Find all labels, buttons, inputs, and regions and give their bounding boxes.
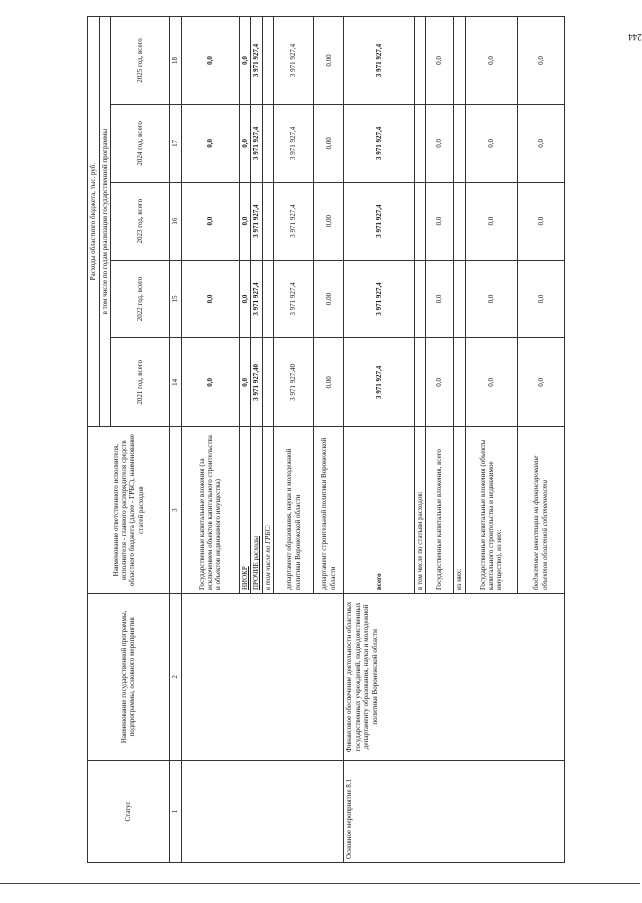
- cell-value: 0,0: [239, 338, 250, 427]
- cell-value: [414, 182, 425, 260]
- cell-value: [414, 260, 425, 338]
- page-bottom-rule: [0, 883, 640, 884]
- page-number: 244: [628, 31, 642, 42]
- header-name: Наименование государственной программы, подпрограммы, основного мероприятия: [88, 594, 170, 761]
- status-cell-empty: [181, 760, 344, 862]
- col-number: 1: [169, 760, 181, 862]
- cell-value: 0,0: [426, 338, 454, 427]
- cell-value: 3 971 927,4: [344, 260, 414, 338]
- cell-value: [414, 17, 425, 105]
- cell-value: 0,0: [239, 260, 250, 338]
- cell-value: [454, 260, 465, 338]
- header-expenses: Расходы областного бюджета, тыс. руб.: [88, 17, 100, 427]
- cell-value: 3 971 927,4: [274, 182, 314, 260]
- row-label: Государственные капитальные вложения (объекты капитального строительства и недвижимое имущество), из них:: [465, 427, 517, 594]
- cell-value: [262, 260, 273, 338]
- col-number: 3: [169, 427, 181, 594]
- cell-value: 3 971 927,4: [251, 182, 262, 260]
- header-status: Статус: [88, 760, 170, 862]
- col-number: 16: [169, 182, 181, 260]
- row-label: департамент образования, науки и молодежной политики Воронежской области: [274, 427, 314, 594]
- cell-value: 3 971 927,4: [344, 17, 414, 105]
- cell-value: 0,0: [517, 338, 564, 427]
- col-number: 17: [169, 104, 181, 182]
- cell-value: [454, 17, 465, 105]
- budget-table: [87, 16, 565, 863]
- col-number: 18: [169, 17, 181, 105]
- rotated-page: [87, 16, 565, 863]
- header-year-2024: 2024 год, всего: [111, 104, 169, 182]
- cell-value: 3 971 927,4: [251, 260, 262, 338]
- cell-value: [454, 182, 465, 260]
- cell-value: 0,0: [517, 17, 564, 105]
- cell-value: 0,0: [426, 17, 454, 105]
- cell-value: 0,0: [239, 104, 250, 182]
- cell-value: 3 971 927,4: [344, 338, 414, 427]
- cell-value: 3 971 927,40: [251, 338, 262, 427]
- cell-value: 0,0: [181, 17, 239, 105]
- cell-value: 0,0: [181, 182, 239, 260]
- cell-value: [262, 338, 273, 427]
- cell-value: 0,0: [426, 182, 454, 260]
- column-number-row: [169, 17, 181, 863]
- cell-value: 3 971 927,4: [251, 104, 262, 182]
- cell-value: 3 971 927,4: [344, 104, 414, 182]
- row-label: всего: [344, 427, 414, 594]
- cell-value: 0,0: [181, 104, 239, 182]
- cell-value: 0,0: [426, 104, 454, 182]
- cell-value: 0,0: [239, 17, 250, 105]
- row-label: Государственные капитальные вложения (за исключением объектов капитального строительства и объектов недвижимого имущества): [181, 427, 239, 594]
- cell-value: 0,00: [314, 182, 344, 260]
- event-status: Основное мероприятие 8.1: [344, 760, 565, 862]
- col-number: 2: [169, 594, 181, 761]
- cell-value: 3 971 927,4: [274, 260, 314, 338]
- cell-value: [454, 338, 465, 427]
- cell-value: [262, 104, 273, 182]
- cell-value: [262, 17, 273, 105]
- cell-value: 0,0: [465, 104, 517, 182]
- cell-value: 3 971 927,4: [251, 17, 262, 105]
- cell-value: 0,0: [517, 104, 564, 182]
- header-year-2025: 2025 год, всего: [111, 17, 169, 105]
- cell-value: [414, 338, 425, 427]
- col-number: 14: [169, 338, 181, 427]
- cell-value: [262, 182, 273, 260]
- table-row: [344, 17, 414, 863]
- header-year-2021: 2021 год, всего: [111, 338, 169, 427]
- cell-value: 0,00: [314, 338, 344, 427]
- cell-value: 0,00: [314, 104, 344, 182]
- event-name: Финансовое обеспечение деятельности областных государственных учреждений, подведомственных департаменту образования, науки и молодежной политики Воронежской области: [344, 594, 565, 761]
- cell-value: 0,0: [465, 338, 517, 427]
- cell-value: 0,0: [181, 260, 239, 338]
- cell-value: 0,0: [465, 182, 517, 260]
- row-label: в том числе по статьям расходов:: [414, 427, 425, 594]
- cell-value: [414, 104, 425, 182]
- header-row-1: [88, 17, 100, 863]
- cell-value: 0,0: [181, 338, 239, 427]
- cell-value: 0,0: [517, 260, 564, 338]
- cell-value: 0,0: [465, 17, 517, 105]
- cell-value: 0,00: [314, 17, 344, 105]
- row-label: НИОКР: [239, 427, 250, 594]
- cell-value: 3 971 927,4: [344, 182, 414, 260]
- row-label: Государственные капитальные вложения, всего: [426, 427, 454, 594]
- cell-value: [454, 104, 465, 182]
- cell-value: 0,0: [517, 182, 564, 260]
- cell-value: 3 971 927,4: [274, 17, 314, 105]
- col-number: 15: [169, 260, 181, 338]
- table-row: [181, 17, 239, 863]
- row-label: бюджетные инвестиции на финансирование объектов областной собственности: [517, 427, 564, 594]
- row-label: ПРОЧИЕ расходы: [251, 427, 262, 594]
- row-label: в том числе по ГРБС:: [262, 427, 273, 594]
- cell-value: 0,0: [465, 260, 517, 338]
- cell-value: 3 971 927,40: [274, 338, 314, 427]
- header-by-years: в том числе по годам реализации государственной программы: [100, 17, 111, 427]
- row-label: из них:: [454, 427, 465, 594]
- header-executor: Наименование ответственного исполнителя, исполнителя - главного распорядителя средств областного бюджета (далее - ГРБС), наименование статей расходов: [88, 427, 170, 594]
- cell-value: 0,0: [426, 260, 454, 338]
- cell-value: 0,00: [314, 260, 344, 338]
- row-label: департамент строительной политики Воронежской области: [314, 427, 344, 594]
- name-cell-empty: [181, 594, 344, 761]
- rotated-content: [87, 16, 565, 863]
- header-year-2023: 2023 год, всего: [111, 182, 169, 260]
- cell-value: 0,0: [239, 182, 250, 260]
- cell-value: 3 971 927,4: [274, 104, 314, 182]
- header-year-2022: 2022 год, всего: [111, 260, 169, 338]
